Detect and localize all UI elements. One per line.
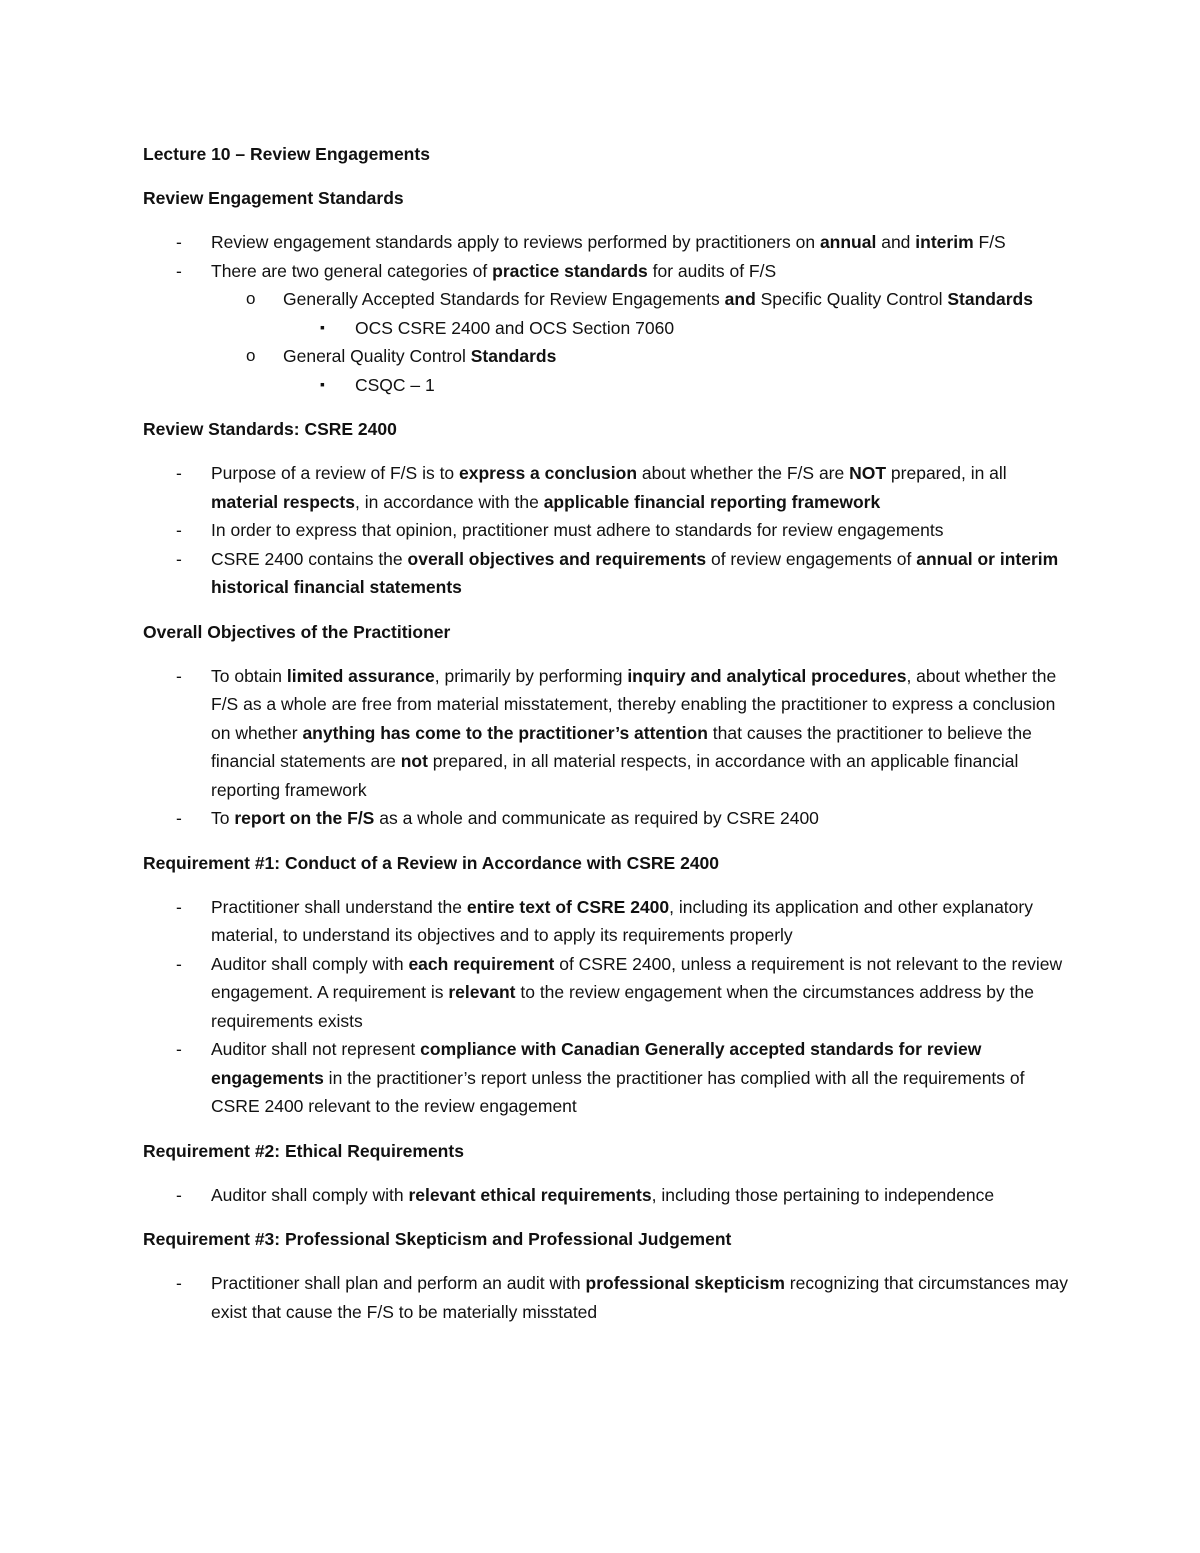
- section-heading: Overall Objectives of the Practitioner: [143, 621, 451, 642]
- text-run: Auditor shall not represent: [211, 1039, 421, 1059]
- text-run: F/S: [973, 232, 1006, 252]
- document-body: [143, 140, 1073, 1342]
- dash-bullet-icon: -: [176, 548, 182, 569]
- list-item: [143, 893, 1073, 950]
- text-run: Practitioner shall understand the: [211, 896, 467, 917]
- text-run: To obtain: [211, 665, 287, 686]
- text-run: , in accordance with the: [354, 491, 544, 512]
- list-item: [143, 1035, 1073, 1121]
- text-run: for audits of F/S: [647, 260, 777, 281]
- bold-text: annual or interim historical financial statements: [211, 548, 1059, 597]
- bold-text: professional skepticism: [585, 1273, 785, 1293]
- text-run: to the review engagement when the circumstances address by the requirements exists: [211, 982, 1034, 1031]
- circle-bullet-icon: o: [246, 289, 256, 308]
- bold-text: overall objectives and requirements: [407, 548, 707, 569]
- text-run: Review engagement standards apply to reviews performed by practitioners on: [211, 232, 820, 252]
- list-item: [143, 950, 1073, 1036]
- bold-text: NOT: [849, 463, 887, 483]
- bold-text: Standards: [465, 346, 557, 366]
- dash-bullet-icon: -: [176, 1039, 182, 1059]
- bold-text: compliance with Canadian Generally accepted standards for review engagements: [211, 1039, 982, 1088]
- dash-bullet-icon: -: [176, 896, 182, 917]
- dash-bullet-icon: -: [176, 665, 182, 686]
- list-item: [143, 228, 1073, 257]
- text-run: OCS CSRE 2400 and OCS Section 7060: [355, 317, 675, 338]
- text-run: prepared, in all: [886, 463, 1007, 483]
- text-run: Generally Accepted Standards for Review Engagements: [283, 289, 720, 309]
- text-run: recognizing that circumstances may exist that cause the F/S to be materially misstated: [211, 1273, 1068, 1322]
- text-run: , primarily by performing: [434, 665, 628, 686]
- list-item: [143, 804, 1073, 833]
- bold-text: annual: [819, 232, 877, 252]
- list-item: [143, 545, 1073, 602]
- dash-bullet-icon: -: [176, 1273, 182, 1293]
- bold-text: relevant: [448, 982, 516, 1002]
- bold-text: material respects: [211, 491, 355, 512]
- bold-text: Standards: [942, 289, 1033, 309]
- list-item: [143, 662, 1073, 805]
- sub-sub-list-item: [143, 314, 1073, 343]
- dash-bullet-icon: -: [176, 463, 182, 483]
- text-run: of review engagements of: [706, 548, 917, 569]
- text-run: CSRE 2400 contains the: [211, 548, 408, 569]
- text-run: General Quality Control: [283, 346, 466, 366]
- text-run: There are two general categories of: [211, 260, 493, 281]
- document-title: Lecture 10 – Review Engagements: [143, 144, 430, 164]
- bold-text: entire text of CSRE 2400: [466, 896, 670, 917]
- bold-text: limited assurance: [286, 665, 435, 686]
- text-run: Auditor shall comply with: [211, 953, 409, 974]
- bullet-list: [143, 662, 1073, 833]
- bold-text: interim: [915, 232, 974, 252]
- bold-text: applicable financial reporting framework: [543, 491, 881, 512]
- dash-bullet-icon: -: [176, 808, 182, 828]
- bullet-list: [143, 1269, 1073, 1326]
- bullet-list: [143, 228, 1073, 399]
- list-item: [143, 516, 1073, 545]
- text-run: Practitioner shall plan and perform an audit with: [211, 1273, 586, 1293]
- text-run: Purpose of a review of F/S is to: [211, 463, 460, 483]
- text-run: Auditor shall comply with: [211, 1184, 409, 1205]
- text-run: , including its application and other explanatory material, to understand its objectives and to apply its requirements properly: [211, 896, 1033, 945]
- text-run: that causes the practitioner to believe the financial statements are: [211, 722, 1032, 771]
- text-run: To: [211, 808, 235, 828]
- bold-text: practice standards: [492, 260, 648, 281]
- section-heading: Requirement #1: Conduct of a Review in Accordance with CSRE 2400: [143, 852, 720, 873]
- list-item: [143, 257, 1073, 286]
- text-run: CSQC – 1: [355, 374, 435, 395]
- bold-text: relevant ethical requirements: [408, 1184, 652, 1205]
- dash-bullet-icon: -: [176, 232, 182, 252]
- dash-bullet-icon: -: [176, 1184, 182, 1205]
- sub-sub-list-item: [143, 371, 1073, 400]
- text-run: , including those pertaining to independence: [651, 1184, 995, 1205]
- bullet-list: [143, 893, 1073, 1121]
- section-heading: Requirement #3: Professional Skepticism and Professional Judgement: [143, 1229, 732, 1249]
- text-run: in the practitioner’s report unless the practitioner has complied with all the requirements of CSRE 2400 relevant to the review engagement: [211, 1067, 1025, 1116]
- text-run: about whether the F/S are: [637, 463, 850, 483]
- dash-bullet-icon: -: [176, 260, 182, 281]
- square-bullet-icon: ▪: [320, 375, 325, 392]
- dash-bullet-icon: -: [176, 520, 182, 540]
- sub-list-item: [143, 285, 1073, 314]
- list-item: [143, 1181, 1073, 1210]
- text-run: and: [876, 232, 916, 252]
- section-heading: Review Engagement Standards: [143, 188, 404, 208]
- bullet-list: [143, 459, 1073, 602]
- text-run: as a whole and communicate as required by CSRE 2400: [374, 808, 819, 828]
- square-bullet-icon: ▪: [320, 318, 325, 335]
- bold-text: and: [719, 289, 761, 309]
- text-run: , about whether the F/S as a whole are free from material misstatement, thereby enabling the practitioner to express a conclusion on whether: [211, 665, 1057, 743]
- dash-bullet-icon: -: [176, 953, 182, 974]
- bold-text: each requirement: [408, 953, 555, 974]
- text-run: of CSRE 2400, unless a requirement is not relevant to the review engagement. A requirement is: [211, 953, 1063, 1002]
- list-item: [143, 459, 1073, 516]
- text-run: prepared, in all material respects, in accordance with an applicable financial reporting framework: [211, 751, 1019, 800]
- sections-container: [143, 184, 1073, 1326]
- section-heading: Review Standards: CSRE 2400: [143, 419, 397, 439]
- bold-text: inquiry and analytical procedures: [627, 665, 907, 686]
- bold-text: express a conclusion: [459, 463, 638, 483]
- list-item: [143, 1269, 1073, 1326]
- bold-text: anything has come to the practitioner’s attention: [302, 722, 708, 743]
- bold-text: report on the F/S: [234, 808, 375, 828]
- bold-text: not: [400, 751, 428, 771]
- bullet-list: [143, 1181, 1073, 1210]
- sub-list-item: [143, 342, 1073, 371]
- text-run: In order to express that opinion, practitioner must adhere to standards for review engagements: [211, 520, 944, 540]
- section-heading: Requirement #2: Ethical Requirements: [143, 1140, 464, 1161]
- text-run: Specific Quality Control: [760, 289, 943, 309]
- circle-bullet-icon: o: [246, 346, 256, 365]
